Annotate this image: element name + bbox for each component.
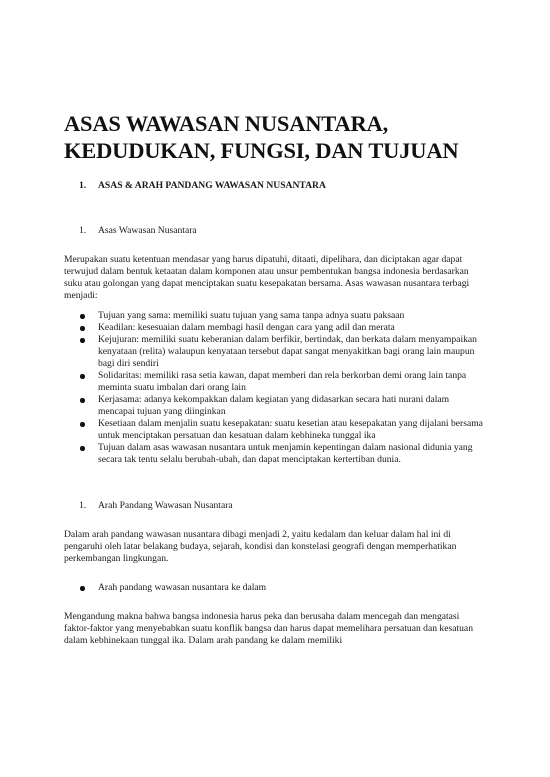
list-item-text: Arah pandang wawasan nusantara ke dalam <box>98 582 267 593</box>
section-label: ASAS & ARAH PANDANG WAWASAN NUSANTARA <box>98 180 326 191</box>
title-line-2: KEDUDUKAN, FUNGSI, DAN TUJUAN <box>64 138 459 163</box>
list-item-text: Tujuan yang sama: memiliki suatu tujuan yang sama tanpa adnya suatu paksaan <box>98 310 405 321</box>
subsection-heading-asas <box>64 225 484 237</box>
document-title <box>64 110 484 164</box>
bullet-icon <box>80 422 85 427</box>
paragraph-arah-ke-dalam: Mengandung makna bahwa bangsa indonesia harus peka dan berusaha dalam mencegah dan mengatasi faktor-faktor yang menyebabkan suatu konflik bangsa dan harus dapat memelihara persatuan dan kesatuan dalam kebhinekaan tunggal ika. Dalam arah pandang ke dalam memiliki <box>64 611 473 646</box>
bullet-icon <box>80 338 85 343</box>
list-item <box>64 310 484 322</box>
bullet-icon <box>80 326 85 331</box>
list-item <box>64 442 484 466</box>
list-item <box>64 394 484 418</box>
bullet-icon <box>80 586 85 591</box>
subsection-heading-arah-pandang <box>64 500 484 512</box>
list-item <box>64 370 484 394</box>
list-item-text: Kesetiaan dalam menjalin suatu kesepakatan: suatu kesetian atau kesepakatan yang dijalani bersama untuk menciptakan persatuan dan kesatuan dalam kebhineka tunggal ika <box>98 418 483 441</box>
section-number: 1. <box>79 180 87 191</box>
title-line-1: ASAS WAWASAN NUSANTARA, <box>64 111 389 136</box>
asas-list <box>64 310 484 466</box>
list-item-text: Kejujuran: memiliki suatu keberanian dalam berfikir, bertindak, dan berkata dalam menyampaikan kenyataan (relita) walaupun kenyataan tersebut dapat sangat menyakitkan bagi orang lain maupun bagi diri sendiri <box>98 334 477 369</box>
section-heading-asas-arah <box>64 180 484 192</box>
list-item-text: Solidaritas: memiliki rasa setia kawan, dapat memberi dan rela berkorban demi orang lain tanpa meminta suatu imbalan dari orang lain <box>98 370 467 393</box>
list-item-text: Kerjasama: adanya kekompakkan dalam kegiatan yang didasarkan secara hati nurani dalam mencapai tujuan yang diinginkan <box>98 394 450 417</box>
list-item <box>64 334 484 370</box>
subsection-number: 1. <box>79 225 87 236</box>
paragraph-asas-intro: Merupakan suatu ketentuan mendasar yang harus dipatuhi, ditaati, dipelihara, dan diciptakan agar dapat terwujud dalam bentuk ketaatan dalam komponen atau unsur pembentukan bangsa indonesia berdasarkan suku atau golongan yang dapat menciptakan suatu kesepakatan bersama. Asas wawasan nusantara terbagi menjadi: <box>64 254 470 301</box>
list-item-text: Tujuan dalam asas wawasan nusantara untuk menjamin kepentingan dalam nasional didunia yang secara tak tentu selalu berubah-ubah, dan dapat menciptakan kertertiban dunia. <box>98 442 473 465</box>
subsection-number: 1. <box>79 500 87 511</box>
list-item <box>64 582 484 594</box>
bullet-icon <box>80 446 85 451</box>
list-item-text: Keadilan: kesesuaian dalam membagi hasil dengan cara yang adil dan merata <box>98 322 395 333</box>
list-item <box>64 418 484 442</box>
bullet-icon <box>80 398 85 403</box>
arah-pandang-list <box>64 582 484 594</box>
subsection-label: Asas Wawasan Nusantara <box>98 225 197 236</box>
subsection-label: Arah Pandang Wawasan Nusantara <box>98 500 233 511</box>
document-body <box>64 110 484 647</box>
list-item <box>64 322 484 334</box>
bullet-icon <box>80 314 85 319</box>
paragraph-arah-pandang-intro: Dalam arah pandang wawasan nusantara dibagi menjadi 2, yaitu kedalam dan keluar dalam hal ini di pengaruhi oleh latar belakang budaya, sejarah, kondisi dan konstelasi geografi dengan memperhatikan perkembangan lingkungan. <box>64 529 457 564</box>
bullet-icon <box>80 374 85 379</box>
